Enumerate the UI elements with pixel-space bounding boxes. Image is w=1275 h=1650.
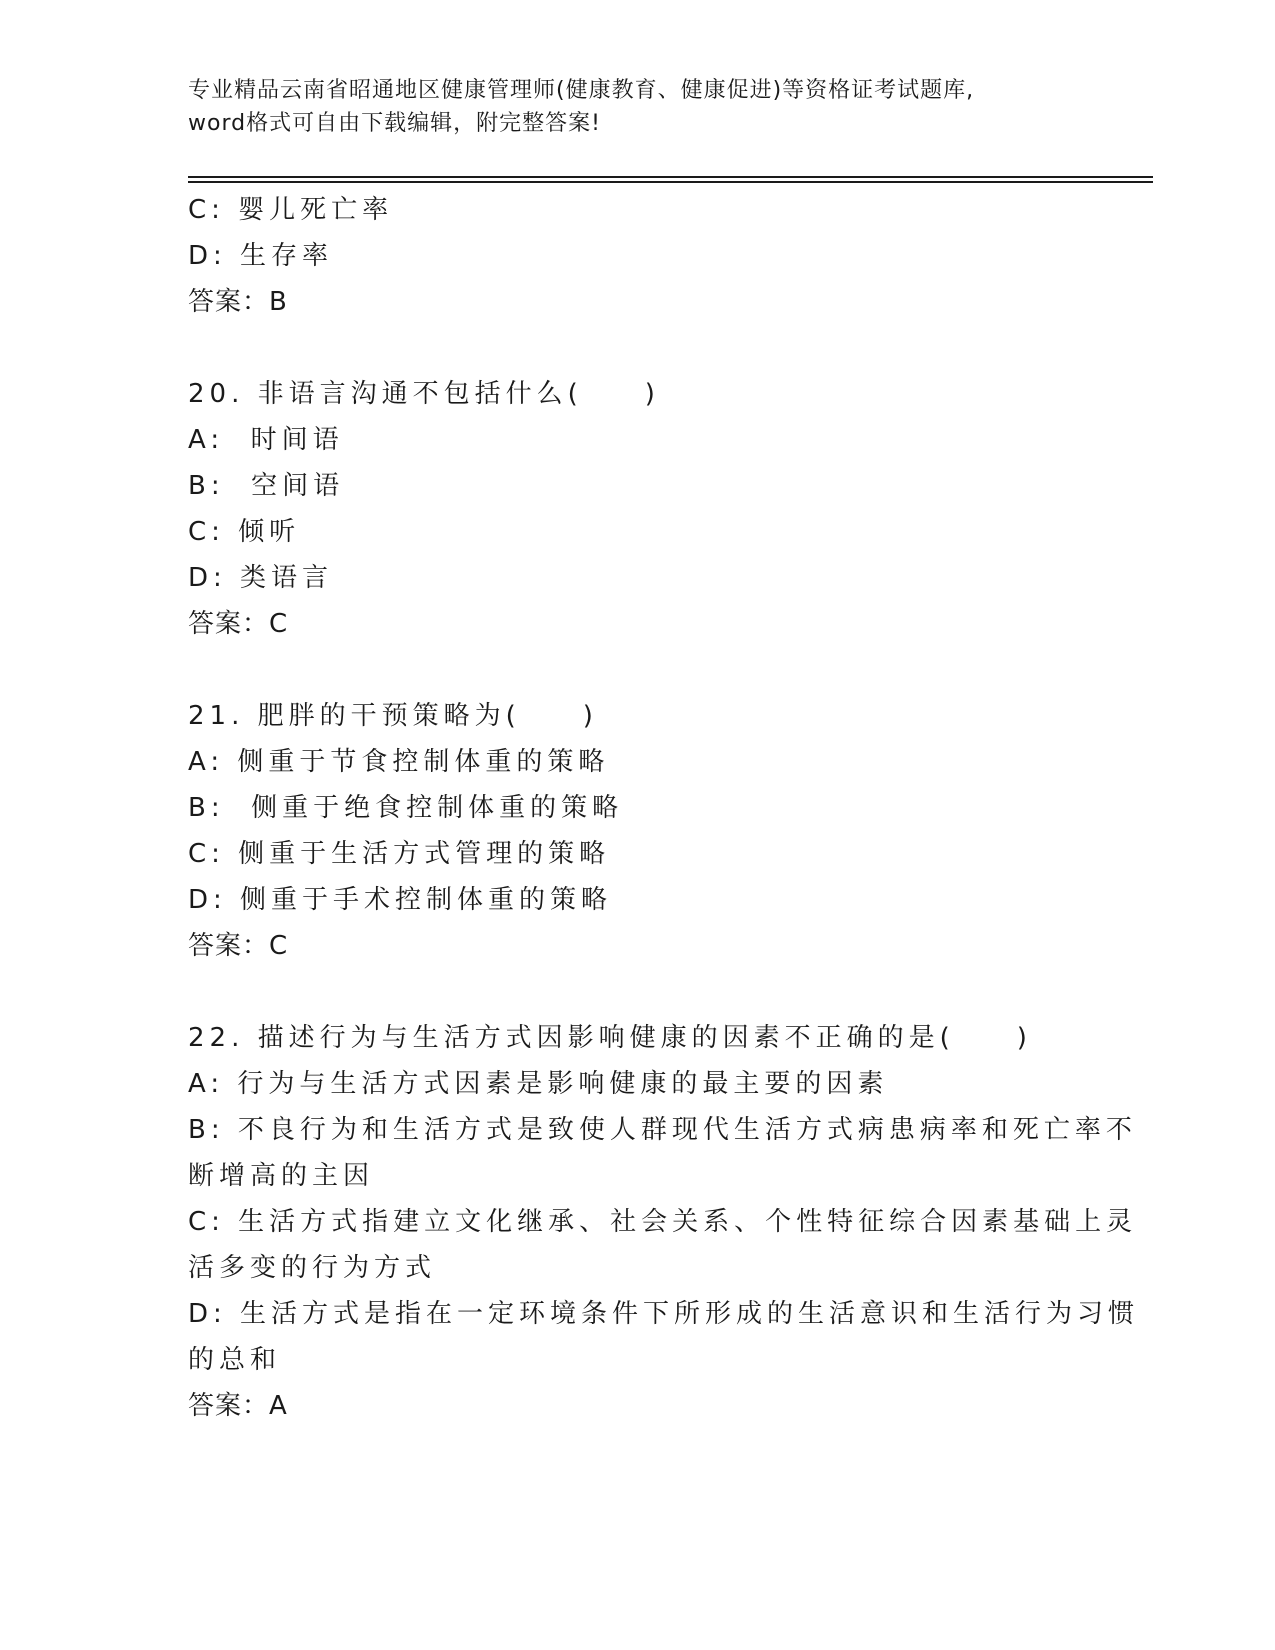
- header-divider-top: [188, 176, 1153, 178]
- answer-line: 答案：A: [188, 1391, 288, 1421]
- option-c: C: 倾听: [188, 517, 301, 547]
- option-a: A: 时间语: [188, 425, 344, 455]
- question-stem: 20. 非语言沟通不包括什么( ): [188, 379, 660, 409]
- option-d-line-2: 的总和: [188, 1345, 282, 1375]
- previous-question-tail: [188, 187, 1088, 325]
- option-b-line-2: 断增高的主因: [188, 1161, 375, 1191]
- option-a: A: 行为与生活方式因素是影响健康的最主要的因素: [188, 1069, 889, 1099]
- option-c-line-1: C: 生活方式指建立文化继承、社会关系、个性特征综合因素基础上灵: [188, 1207, 1138, 1237]
- header-line-2: word格式可自由下载编辑，附完整答案!: [188, 111, 601, 136]
- option-a: A: 侧重于节食控制体重的策略: [188, 747, 610, 777]
- question-22: [188, 1015, 1140, 1429]
- option-b: B: 空间语: [188, 471, 345, 501]
- option-c-line-2: 活多变的行为方式: [188, 1253, 437, 1283]
- option-d-line-1: D: 生活方式是指在一定环境条件下所形成的生活意识和生活行为习惯: [188, 1299, 1140, 1329]
- option-b: B: 侧重于绝食控制体重的策略: [188, 793, 624, 823]
- header-divider-bottom: [188, 181, 1153, 183]
- question-stem: 22. 描述行为与生活方式因影响健康的因素不正确的是( ): [188, 1023, 1032, 1053]
- option-d: D: 类语言: [188, 563, 334, 593]
- question-20: [188, 371, 1088, 647]
- answer-line: 答案：C: [188, 609, 289, 639]
- option-d: D: 侧重于手术控制体重的策略: [188, 885, 613, 915]
- option-d: D: 生存率: [188, 241, 334, 271]
- question-21: [188, 693, 1088, 969]
- question-stem: 21. 肥胖的干预策略为( ): [188, 701, 598, 731]
- option-c: C: 侧重于生活方式管理的策略: [188, 839, 611, 869]
- question-content: [188, 187, 1140, 1429]
- answer-line: 答案：C: [188, 931, 289, 961]
- answer-line: 答案：B: [188, 287, 288, 317]
- option-b-line-1: B: 不良行为和生活方式是致使人群现代生活方式病患病率和死亡率不: [188, 1115, 1137, 1145]
- document-header: [188, 74, 1088, 140]
- option-c: C: 婴儿死亡率: [188, 195, 394, 225]
- header-line-1: 专业精品云南省昭通地区健康管理师(健康教育、健康促进)等资格证考试题库,: [188, 78, 975, 103]
